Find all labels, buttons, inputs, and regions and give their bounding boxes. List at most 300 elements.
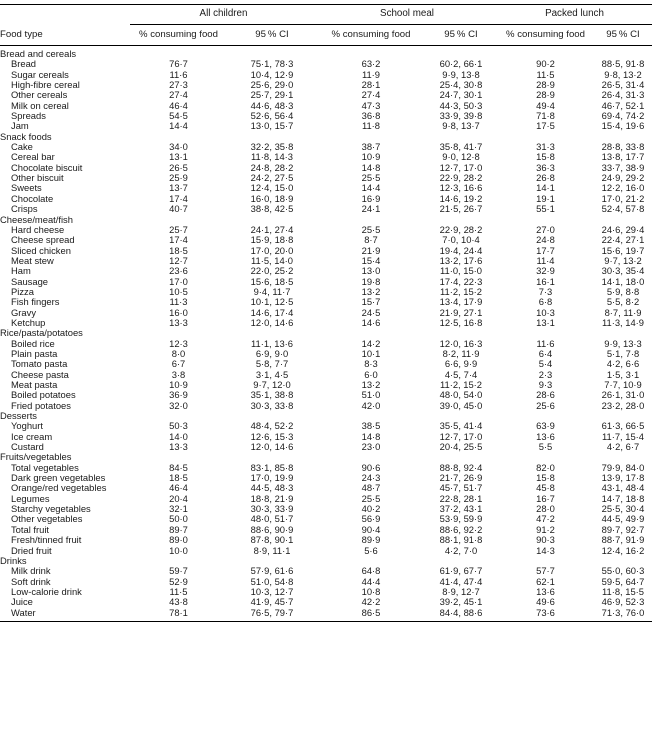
table-row [0,608,652,618]
all-pct-cell: 59·7 [169,566,188,577]
food-name: Legumes [11,493,50,504]
all-ci-cell: 44·6, 48·3 [250,100,294,111]
packed-pct-cell: 71·8 [536,111,555,122]
all-ci-cell: 3·1, 4·5 [255,369,289,380]
school-ci-cell: 9·0, 12·8 [442,152,480,163]
school-ci-cell: 8·2, 11·9 [442,348,480,359]
packed-pct-cell: 32·9 [536,266,555,277]
table-row [0,577,652,587]
packed-ci-cell: 79·9, 84·0 [601,462,645,473]
school-pct-cell: 27·4 [361,90,381,101]
table-row [0,421,652,431]
table-row [0,277,652,287]
food-name: Sliced chicken [11,245,71,256]
food-name: Sugar cereals [11,69,69,80]
school-ci-cell: 22·9, 28·2 [439,173,483,184]
packed-pct-cell: 26·8 [536,173,555,184]
all-pct-cell: 10·0 [169,545,188,556]
all-pct-cell: 23·6 [169,266,188,277]
food-name: Starchy vegetables [11,504,91,515]
school-ci-cell: 88·1, 91·8 [439,535,483,546]
food-name: Gravy [11,307,37,318]
table-row [0,473,652,483]
column-header-ci: 95 % CI [594,25,652,46]
table-row [0,370,652,380]
all-ci-cell: 11·5, 14·0 [250,255,294,266]
food-consumption-table [0,4,652,622]
table-row [0,142,652,152]
food-name: Soft drink [11,576,51,587]
table-row [0,90,652,100]
table-row [0,525,652,535]
table-row [0,256,652,266]
all-pct-cell: 26·5 [169,162,188,173]
packed-pct-cell: 28·6 [536,390,555,401]
packed-ci-cell: 14·7, 18·8 [601,493,645,504]
school-pct-cell: 38·7 [361,142,381,153]
school-pct-cell: 10·1 [361,348,381,359]
table-row [0,163,652,173]
packed-ci-cell: 9·7, 13·2 [604,255,642,266]
all-ci-cell: 30·3, 33·8 [250,400,294,411]
packed-ci-cell: 13·9, 17·8 [601,473,645,484]
table-row [0,463,652,473]
school-pct-cell: 36·8 [361,111,381,122]
school-ci-cell: 35·5, 41·4 [439,421,483,432]
packed-pct-cell: 16·7 [536,493,555,504]
all-ci-cell: 8·9, 11·1 [253,545,291,556]
school-ci-cell: 61·9, 67·7 [439,566,483,577]
food-name: Spreads [11,111,46,122]
table-row [0,483,652,493]
all-ci-cell: 75·1, 78·3 [250,59,294,70]
food-name: Ketchup [11,317,46,328]
packed-pct-cell: 11·6 [536,338,555,349]
packed-pct-cell: 28·9 [536,90,555,101]
packed-ci-cell: 69·4, 74·2 [601,111,645,122]
school-pct-cell: 56·9 [361,514,381,525]
school-ci-cell: 14·6, 19·2 [439,193,483,204]
all-ci-cell: 51·0, 54·8 [250,576,294,587]
table-row [0,339,652,349]
all-pct-cell: 54·5 [169,111,188,122]
all-ci-cell: 88·6, 90·9 [250,524,294,535]
school-pct-cell: 51·0 [361,390,381,401]
food-name: Milk on cereal [11,100,69,111]
packed-pct-cell: 11·4 [536,255,555,266]
packed-ci-cell: 14·1, 18·0 [601,276,645,287]
food-name: Yoghurt [11,421,43,432]
packed-ci-cell: 61·3, 66·5 [601,421,645,432]
column-header-food-type: Food type [0,25,130,46]
school-pct-cell: 16·9 [361,193,381,204]
school-ci-cell: 39·2, 45·1 [439,597,483,608]
packed-pct-cell: 90·2 [536,59,555,70]
all-ci-cell: 9·4, 11·7 [253,286,291,297]
all-pct-cell: 40·7 [169,204,188,215]
column-header-pct: % consuming food [497,25,594,46]
packed-pct-cell: 49·6 [536,597,555,608]
table-row [0,80,652,90]
packed-ci-cell: 7·7, 10·9 [604,380,642,390]
food-name: Plain pasta [11,348,58,359]
all-ci-cell: 30·3, 33·9 [250,504,294,515]
food-name: Boiled potatoes [11,390,76,401]
school-pct-cell: 14·2 [361,338,381,349]
table-row [0,359,652,369]
column-header-pct: % consuming food [130,25,227,46]
all-ci-cell: 15·6, 18·5 [250,276,294,287]
all-pct-cell: 11·6 [169,69,188,80]
school-ci-cell: 12·5, 16·8 [439,317,483,328]
all-ci-cell: 24·8, 28·2 [250,162,294,173]
school-pct-cell: 8·3 [364,359,378,370]
all-pct-cell: 34·0 [169,142,188,153]
all-pct-cell: 18·5 [169,473,188,484]
all-pct-cell: 46·4 [169,483,188,494]
packed-pct-cell: 28·9 [536,80,555,91]
school-pct-cell: 10·8 [361,586,381,597]
table-row [0,401,652,411]
all-pct-cell: 13·7 [169,183,188,194]
all-pct-cell: 25·7 [169,224,188,235]
packed-ci-cell: 26·4, 31·3 [601,90,645,101]
packed-pct-cell: 27·0 [536,224,555,235]
packed-pct-cell: 31·3 [536,142,555,153]
table-row [0,390,652,400]
packed-pct-cell: 5·5 [538,442,553,453]
packed-ci-cell: 23·2, 28·0 [601,400,645,411]
table-row [0,380,652,390]
school-pct-cell: 8·7 [364,235,378,246]
school-pct-cell: 10·9 [361,152,381,163]
all-pct-cell: 10·9 [169,380,188,390]
packed-pct-cell: 91·2 [536,524,555,535]
packed-pct-cell: 13·6 [536,431,555,442]
school-ci-cell: 11·0, 15·0 [439,266,483,277]
all-ci-cell: 57·9, 61·6 [250,566,294,577]
packed-ci-cell: 28·8, 33·8 [601,142,645,153]
category-label: Bread and cereals [0,49,77,59]
packed-pct-cell: 36·3 [536,162,555,173]
table-row [0,308,652,318]
packed-ci-cell: 52·4, 57·8 [601,204,645,215]
packed-pct-cell: 7·3 [538,286,553,297]
all-pct-cell: 17·4 [169,235,188,246]
packed-ci-cell: 4·2, 6·7 [606,442,640,453]
school-pct-cell: 6·0 [364,369,378,380]
category-label: Drinks [0,555,27,566]
packed-ci-cell: 44·5, 49·9 [601,514,645,525]
food-name: Custard [11,442,44,453]
packed-pct-cell: 5·4 [538,359,553,370]
school-pct-cell: 24·3 [361,473,381,484]
school-ci-cell: 48·0, 54·0 [439,390,483,401]
packed-ci-cell: 5·9, 8·8 [606,286,640,297]
all-ci-cell: 10·4, 12·9 [250,69,294,80]
school-ci-cell: 20·4, 25·5 [439,442,483,453]
packed-pct-cell: 16·1 [536,276,555,287]
packed-ci-cell: 24·6, 29·4 [601,224,645,235]
all-pct-cell: 89·7 [169,524,188,535]
school-pct-cell: 13·0 [361,266,381,277]
all-ci-cell: 41·9, 45·7 [250,597,294,608]
school-ci-cell: 37·2, 43·1 [439,504,483,515]
school-ci-cell: 53·9, 59·9 [439,514,483,525]
category-label: Fruits/vegetables [0,452,72,463]
school-ci-cell: 21·5, 26·7 [439,204,483,215]
school-pct-cell: 47·3 [361,100,381,111]
school-ci-cell: 35·8, 41·7 [439,142,483,153]
all-ci-cell: 12·4, 15·0 [250,183,294,194]
packed-ci-cell: 13·8, 17·7 [601,152,645,163]
table-row [0,566,652,576]
packed-ci-cell: 9·8, 13·2 [604,69,642,80]
school-ci-cell: 4·2, 7·0 [444,545,478,556]
all-pct-cell: 43·8 [169,597,188,608]
all-pct-cell: 10·5 [169,286,188,297]
school-pct-cell: 11·8 [361,121,381,132]
school-pct-cell: 14·4 [361,183,381,194]
packed-ci-cell: 11·8, 15·5 [601,586,645,597]
all-ci-cell: 11·1, 13·6 [250,338,294,349]
school-ci-cell: 9·8, 13·7 [442,121,480,132]
food-name: Cheese spread [11,235,75,246]
school-ci-cell: 11·2, 15·2 [439,380,483,390]
food-name: Cheese pasta [11,369,69,380]
school-pct-cell: 42·2 [361,597,381,608]
all-ci-cell: 35·1, 38·8 [250,390,294,401]
all-pct-cell: 14·4 [169,121,188,132]
food-name: Other biscuit [11,173,64,184]
all-ci-cell: 52·6, 56·4 [250,111,294,122]
all-ci-cell: 9·7, 12·0 [253,380,291,390]
table-row [0,297,652,307]
school-pct-cell: 28·1 [361,80,381,91]
all-pct-cell: 27·4 [169,90,188,101]
packed-ci-cell: 46·9, 52·3 [601,597,645,608]
food-name: Chocolate biscuit [11,162,83,173]
school-pct-cell: 90·4 [361,524,381,535]
all-ci-cell: 17·0, 20·0 [250,245,294,256]
school-ci-cell: 25·4, 30·8 [439,80,483,91]
packed-pct-cell: 15·8 [536,473,555,484]
table-row [0,152,652,162]
food-name: Fish fingers [11,297,60,308]
food-name: Bread [11,59,37,70]
food-name: Hard cheese [11,224,65,235]
all-ci-cell: 10·1, 12·5 [250,297,294,308]
all-ci-cell: 17·0, 19·9 [250,473,294,484]
school-ci-cell: 9·9, 13·8 [442,69,480,80]
all-pct-cell: 84·5 [169,462,188,473]
school-pct-cell: 42·0 [361,400,381,411]
school-pct-cell: 64·8 [361,566,381,577]
packed-ci-cell: 22·4, 27·1 [601,235,645,246]
food-name: High-fibre cereal [11,80,80,91]
school-ci-cell: 33·9, 39·8 [439,111,483,122]
school-ci-cell: 11·2, 15·2 [439,286,483,297]
packed-pct-cell: 28·0 [536,504,555,515]
school-ci-cell: 4·5, 7·4 [444,369,478,380]
food-name: Total vegetables [11,462,79,473]
all-pct-cell: 32·0 [169,400,188,411]
school-pct-cell: 15·4 [361,255,381,266]
packed-ci-cell: 89·7, 92·7 [601,524,645,535]
table-row [0,546,652,556]
all-pct-cell: 8·0 [171,348,186,359]
table-row [0,101,652,111]
school-ci-cell: 6·6, 9·9 [444,359,478,370]
all-ci-cell: 15·9, 18·8 [250,235,294,246]
food-name: Sausage [11,276,49,287]
school-ci-cell: 12·7, 17·0 [439,431,483,442]
school-pct-cell: 63·2 [361,59,381,70]
school-ci-cell: 44·3, 50·3 [439,100,483,111]
all-ci-cell: 24·2, 27·5 [250,173,294,184]
packed-pct-cell: 6·8 [538,297,553,308]
packed-ci-cell: 5·1, 7·8 [606,348,640,359]
food-name: Dried fruit [11,545,52,556]
all-ci-cell: 10·3, 12·7 [250,586,294,597]
all-pct-cell: 17·4 [169,193,188,204]
packed-pct-cell: 9·3 [538,380,553,390]
all-pct-cell: 11·5 [169,586,188,597]
food-name: Low-calorie drink [11,586,82,597]
school-pct-cell: 24·5 [361,307,381,318]
packed-ci-cell: 4·2, 6·6 [606,359,640,370]
header-blank [0,5,130,25]
table-row [0,514,652,524]
packed-ci-cell: 26·5, 31·4 [601,80,645,91]
all-ci-cell: 83·1, 85·8 [250,462,294,473]
school-ci-cell: 12·3, 16·6 [439,183,483,194]
all-ci-cell: 6·9, 9·0 [255,348,289,359]
school-ci-cell: 13·2, 17·6 [439,255,483,266]
table-row [0,432,652,442]
packed-ci-cell: 1·5, 3·1 [606,369,640,380]
all-pct-cell: 13·3 [169,442,188,453]
all-ci-cell: 12·0, 14·6 [250,317,294,328]
all-pct-cell: 27·3 [169,80,188,91]
school-ci-cell: 17·4, 22·3 [439,276,483,287]
table-row [0,59,652,69]
school-pct-cell: 25·5 [361,493,381,504]
category-label: Snack foods [0,131,52,142]
packed-ci-cell: 59·5, 64·7 [601,576,645,587]
group-header-all-children: All children [130,5,317,25]
packed-pct-cell: 24·8 [536,235,555,246]
all-pct-cell: 6·7 [171,359,186,370]
table-row [0,349,652,359]
packed-pct-cell: 25·6 [536,400,555,411]
table-row [0,246,652,256]
table-row [0,70,652,80]
all-ci-cell: 76·5, 79·7 [250,607,294,618]
food-name: Total fruit [11,524,50,535]
packed-pct-cell: 15·8 [536,152,555,163]
food-name: Sweets [11,183,42,194]
category-label: Cheese/meat/fish [0,214,73,225]
school-ci-cell: 41·4, 47·4 [439,576,483,587]
food-name: Fresh/tinned fruit [11,535,82,546]
all-ci-cell: 44·5, 48·3 [250,483,294,494]
all-ci-cell: 11·8, 14·3 [250,152,294,163]
all-ci-cell: 38·8, 42·5 [250,204,294,215]
school-pct-cell: 25·5 [361,224,381,235]
column-header-ci: 95 % CI [425,25,497,46]
packed-pct-cell: 45·8 [536,483,555,494]
all-pct-cell: 52·9 [169,576,188,587]
table-row [0,204,652,214]
all-ci-cell: 12·0, 14·6 [250,442,294,453]
food-name: Pizza [11,286,34,297]
food-name: Milk drink [11,566,51,577]
school-ci-cell: 12·7, 17·0 [439,162,483,173]
school-pct-cell: 19·8 [361,276,381,287]
packed-ci-cell: 17·0, 21·2 [601,193,645,204]
school-pct-cell: 44·4 [361,576,381,587]
all-pct-cell: 78·1 [169,607,188,618]
table-row [0,173,652,183]
all-ci-cell: 12·6, 15·3 [250,431,294,442]
all-ci-cell: 18·8, 21·9 [250,493,294,504]
school-pct-cell: 14·8 [361,431,381,442]
food-name: Other vegetables [11,514,83,525]
school-ci-cell: 21·7, 26·9 [439,473,483,484]
food-name: Meat stew [11,255,54,266]
school-ci-cell: 39·0, 45·0 [439,400,483,411]
table-row [0,287,652,297]
school-ci-cell: 19·4, 24·4 [439,245,483,256]
food-name: Ice cream [11,431,53,442]
packed-pct-cell: 57·7 [536,566,555,577]
all-pct-cell: 14·0 [169,431,188,442]
packed-ci-cell: 9·9, 13·3 [604,338,642,349]
school-ci-cell: 88·6, 92·2 [439,524,483,535]
packed-ci-cell: 5·5, 8·2 [606,297,640,308]
packed-pct-cell: 49·4 [536,100,555,111]
table-row [0,587,652,597]
packed-ci-cell: 12·4, 16·2 [601,545,645,556]
school-ci-cell: 7·0, 10·4 [442,235,480,246]
all-pct-cell: 3·8 [171,369,186,380]
all-ci-cell: 25·7, 29·1 [250,90,294,101]
school-ci-cell: 22·9, 28·2 [439,224,483,235]
packed-ci-cell: 11·3, 14·9 [601,317,645,328]
school-ci-cell: 13·4, 17·9 [439,297,483,308]
column-header-ci: 95 % CI [227,25,317,46]
all-ci-cell: 32·2, 35·8 [250,142,294,153]
food-name: Orange/red vegetables [11,483,107,494]
school-pct-cell: 89·9 [361,535,381,546]
all-pct-cell: 76·7 [169,59,188,70]
all-ci-cell: 13·0, 15·7 [250,121,294,132]
school-pct-cell: 90·6 [361,462,381,473]
packed-pct-cell: 13·6 [536,586,555,597]
group-header-packed-lunch: Packed lunch [497,5,652,25]
school-pct-cell: 15·7 [361,297,381,308]
food-name: Fried potatoes [11,400,71,411]
table-row [0,235,652,245]
school-pct-cell: 21·9 [361,245,381,256]
all-ci-cell: 16·0, 18·9 [250,193,294,204]
food-name: Meat pasta [11,380,58,390]
packed-ci-cell: 88·7, 91·9 [601,535,645,546]
table-row [0,504,652,514]
table-row [0,535,652,545]
all-pct-cell: 20·4 [169,493,188,504]
